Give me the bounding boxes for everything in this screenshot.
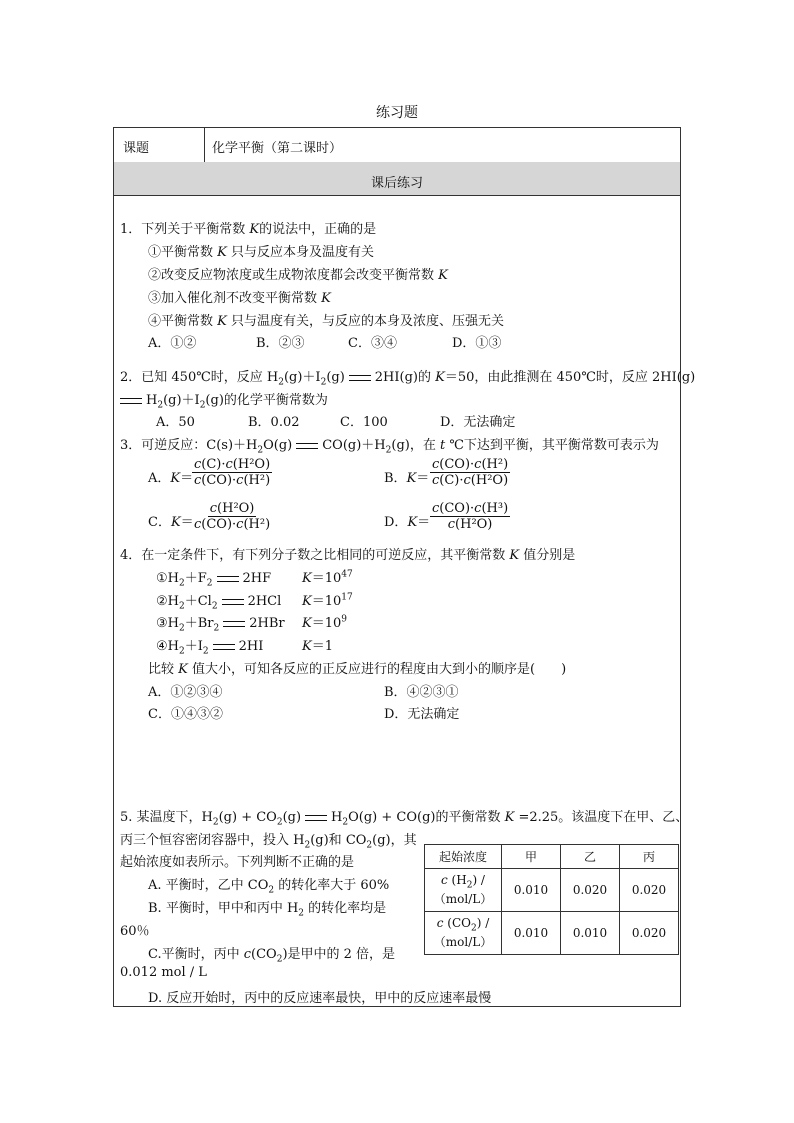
table-cell: 0.020 (561, 869, 620, 912)
q3-option-a-fraction: $\frac{\text{c(C)·c(H²O)}}{\text{c(CO)·c(H²)}}$ (194, 457, 271, 488)
q1-option-a: A．①② (148, 336, 197, 351)
q2-option-c: C．100 (340, 415, 388, 430)
q4-k-3: $K=10^9$ (302, 614, 347, 631)
q4-compare: 比较 K 值大小，可知各反应的正反应进行的程度由大到小的顺序是( ) (148, 662, 567, 677)
q4-reaction-2: $②H_2+Cl_2$ 2HCl (156, 594, 282, 612)
q5-option-b-cont: 60％ (120, 924, 150, 939)
topic-label: 课题 (123, 141, 150, 156)
page-title: 练习题 (376, 105, 418, 121)
q2-option-a: A．50 (156, 415, 195, 430)
table-header-cell: 丙 (620, 845, 679, 869)
q1-option-d: D．①③ (452, 336, 502, 351)
table-cell: 0.010 (502, 869, 561, 912)
divider (113, 195, 681, 196)
q4-reaction-1: $①H_2+F_2$ 2HF (156, 571, 272, 589)
q4-option-a: A．①②③④ (148, 685, 223, 700)
q3-option-c-label: C．K＝ (148, 515, 194, 530)
q5-option-a: A. 平衡时，乙中 $CO_2$ 的转化率大于 60% (148, 878, 390, 896)
q3-option-c-fraction: $\frac{\text{c(H²O)}}{\text{c(CO)·c(H²)}}$ (194, 501, 271, 532)
equilibrium-arrow (213, 644, 235, 650)
equilibrium-arrow (120, 398, 142, 404)
q4-option-b: B．④②③① (384, 685, 459, 700)
table-header-row (425, 845, 679, 869)
table-cell: 0.010 (502, 912, 561, 955)
table-header-cell: 乙 (561, 845, 620, 869)
q5-line-3: 起始浓度如表所示。下列判断不正确的是 (120, 855, 355, 870)
q1-option-b: B．②③ (256, 336, 305, 351)
table-row (425, 912, 679, 955)
equilibrium-arrow (223, 621, 245, 627)
equilibrium-arrow (222, 599, 244, 605)
row-label: c $(H_2)$ / （mol/L） (425, 869, 502, 912)
q5-option-b: B. 平衡时，甲中和丙中 $H_2$ 的转化率均是 (148, 901, 387, 919)
q5-line-1: 5. 某温度下，$H_2(g) + CO_2(g) H_2O(g) + CO(g)$的平衡常数 K =2.25。该温度下在甲、乙、 (120, 810, 689, 828)
q3-option-b-label: B．K＝ (384, 471, 430, 486)
q3-option-a-label: A．K＝ (148, 471, 194, 486)
equilibrium-arrow (305, 815, 327, 821)
q5-option-c: C.平衡时，丙中 $c(CO_2)$是甲中的 2 倍，是 (148, 947, 396, 965)
initial-concentration-table (424, 844, 679, 955)
q4-option-c: C．①④③② (148, 707, 223, 722)
q4-k-1: $K=10^{47}$ (302, 569, 353, 586)
q5-option-d: D. 反应开始时，丙中的反应速率最快，甲中的反应速率最慢 (148, 991, 492, 1006)
row-label: c $(CO_2)$ / （mol/L） (425, 912, 502, 955)
table-cell: 0.020 (620, 869, 679, 912)
equilibrium-arrow (296, 443, 318, 449)
section-title: 课后练习 (370, 176, 423, 191)
q3-stem: 3．可逆反应：$C(s)+H_2O(g)$ $CO(g)+H_2(g)$，在 t ℃下达到平衡，其平衡常数可表示为 (120, 438, 659, 456)
q3-option-d-fraction: $\frac{\text{c(CO)·c(H³)}}{\text{c(H²O)}}$ (432, 501, 509, 532)
table-cell: 0.020 (620, 912, 679, 955)
equilibrium-arrow (217, 576, 239, 582)
q2-line-1: 2．已知 450℃时，反应 $H_2(g)+I_2(g)$ 2HI(g)的 K＝50，由此推测在 450℃时，反应 2HI(g) (120, 370, 696, 388)
q5-line-2: 丙三个恒容密闭容器中，投入 $H_2(g)$和 $CO_2(g)$，其 (120, 833, 417, 851)
q1-option-c: C．③④ (348, 336, 397, 351)
q4-reaction-4: $④H_2+I_2$ 2HI (156, 639, 264, 657)
q2-line-2: $H_2(g)+I_2(g)$的化学平衡常数为 (120, 389, 328, 411)
q1-stem: 1．下列关于平衡常数 K的说法中，正确的是 (120, 222, 377, 237)
equilibrium-arrow (349, 375, 371, 381)
q3-option-b-fraction: $\frac{\text{c(CO)·c(H²)}}{\text{c(C)·c(H²O)}}$ (432, 457, 509, 488)
q2-option-d: D．无法确定 (440, 415, 516, 430)
q4-k-4: K＝1 (302, 639, 333, 654)
q4-stem: 4．在一定条件下，有下列分子数之比相同的可逆反应，其平衡常数 K 值分别是 (120, 548, 576, 563)
q1-statement-3: ③加入催化剂不改变平衡常数 K (148, 291, 331, 306)
divider (204, 127, 205, 162)
table-row (425, 869, 679, 912)
table-header-cell: 起始浓度 (425, 845, 502, 869)
q4-option-d: D．无法确定 (384, 707, 460, 722)
q1-statement-2: ②改变反应物浓度或生成物浓度都会改变平衡常数 K (148, 268, 448, 283)
q3-option-d-label: D．K＝ (384, 515, 431, 530)
q2-option-b: B．0.02 (248, 415, 300, 430)
q4-reaction-3: $③H_2+Br_2$ 2HBr (156, 616, 285, 634)
q5-option-c-cont: 0.012 mol / L (120, 965, 207, 980)
table-header-cell: 甲 (502, 845, 561, 869)
q1-statement-4: ④平衡常数 K 只与温度有关，与反应的本身及浓度、压强无关 (148, 314, 504, 329)
q1-statement-1: ①平衡常数 K 只与反应本身及温度有关 (148, 245, 374, 260)
topic-value: 化学平衡（第二课时） (212, 141, 343, 156)
q4-k-2: $K=10^{17}$ (302, 592, 353, 609)
table-cell: 0.010 (561, 912, 620, 955)
